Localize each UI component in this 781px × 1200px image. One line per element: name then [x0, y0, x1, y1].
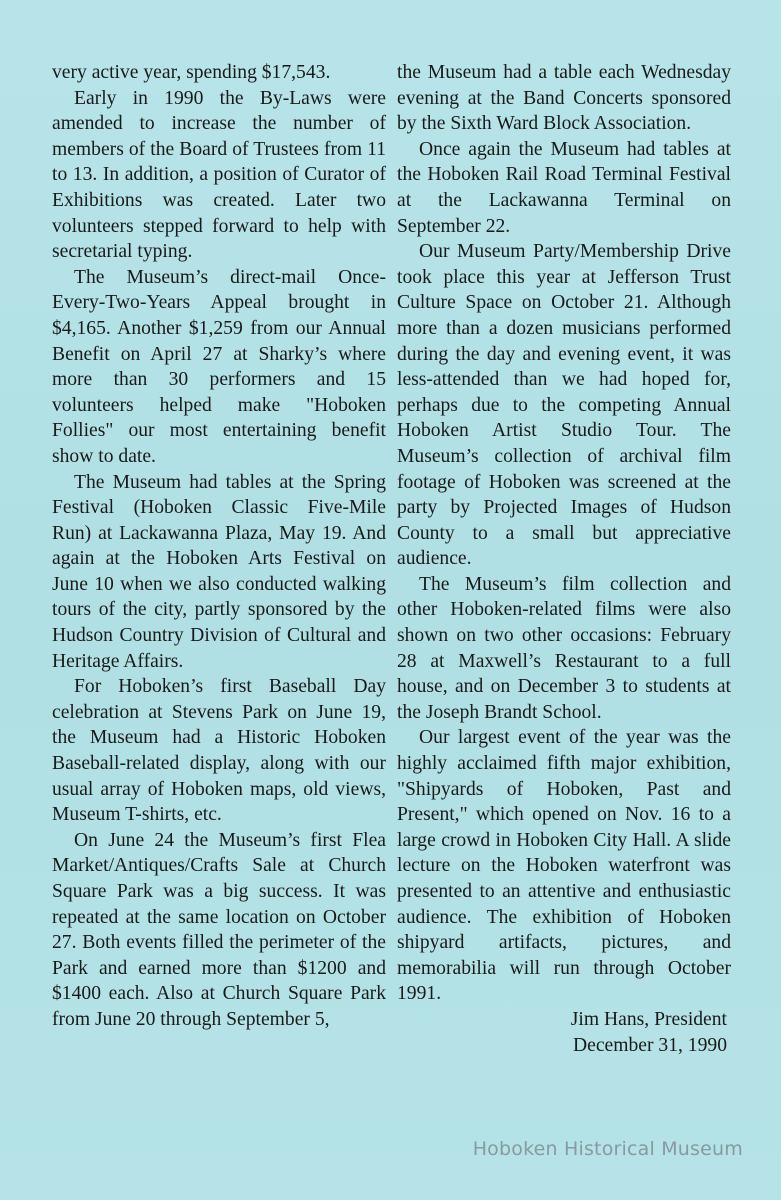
paragraph: Our Museum Party/Membership Drive took place this year at Jefferson Trust Culture Space on October 21. Although more than a dozen musicians performed during the day and evening event, it was less-attended than we had hoped for, perhaps due to the competing Annual Hoboken Artist Studio Tour. The Museum’s collection of archival film footage of Hoboken was screened at the party by Projected Images of Hudson County to a small but appreciative audience. [397, 241, 731, 570]
left-column [52, 60, 386, 1033]
paragraph: The Museum’s film collection and other Hoboken-related films were also shown on two other occasions: February 28 at Maxwell’s Restaurant to a full house, and on December 3 to students at the Joseph Brandt School. [397, 573, 731, 723]
paragraph: The Museum had tables at the Spring Festival (Hoboken Classic Five-Mile Run) at Lackawanna Plaza, May 19. And again at the Hoboken Arts Festival on June 10 when we also conducted walking tours of the city, partly sponsored by the Hudson Country Division of Cultural and Heritage Affairs. [52, 471, 386, 672]
signature-date: December 31, 1990 [573, 1034, 727, 1056]
paragraph: For Hoboken’s first Baseball Day celebration at Stevens Park on June 19, the Museum had a Historic Hoboken Baseball-related display, along with our usual array of Hoboken maps, old views, Museum T-shirts, etc. [52, 676, 386, 826]
paragraph: On June 24 the Museum’s first Flea Market/Antiques/Crafts Sale at Church Square Park was a big success. It was repeated at the same location on October 27. Both events filled the perimeter of the Park and earned more than $1200 and $1400 each. Also at Church Square Park from June 20 through September 5, [52, 829, 386, 1030]
museum-watermark: Hoboken Historical Museum [472, 1138, 743, 1160]
paragraph: Our largest event of the year was the highly acclaimed fifth major exhibition, "Shipyards of Hoboken, Past and Present," which opened on Nov. 16 to a large crowd in Hoboken City Hall. A slide lecture on the Hoboken waterfront was presented to an attentive and enthusiastic audience. The exhibition of Hoboken shipyard artifacts, pictures, and memorabilia will run through October 1991. [397, 727, 731, 1005]
signature-name: Jim Hans, President [570, 1008, 727, 1030]
paragraph: the Museum had a table each Wednesday evening at the Band Concerts sponsored by the Sixth Ward Block Association. [397, 62, 731, 135]
paragraph: Early in 1990 the By-Laws were amended to increase the number of members of the Board of Trustees from 11 to 13. In addition, a position of Curator of Exhibitions was created. Later two volunteers stepped forward to help with secretarial typing. [52, 87, 386, 263]
signature-block [397, 1007, 731, 1058]
paragraph: Once again the Museum had tables at the Hoboken Rail Road Terminal Festival at the Lackawanna Terminal on September 22. [397, 138, 731, 237]
right-column [397, 60, 731, 1058]
paragraph: very active year, spending $17,543. [52, 62, 331, 83]
paragraph: The Museum’s direct-mail Once-Every-Two-Years Appeal brought in $4,165. Another $1,259 from our Annual Benefit on April 27 at Sharky’s where more than 30 performers and 15 volunteers helped make "Hoboken Follies" our most entertaining benefit show to date. [52, 266, 386, 467]
